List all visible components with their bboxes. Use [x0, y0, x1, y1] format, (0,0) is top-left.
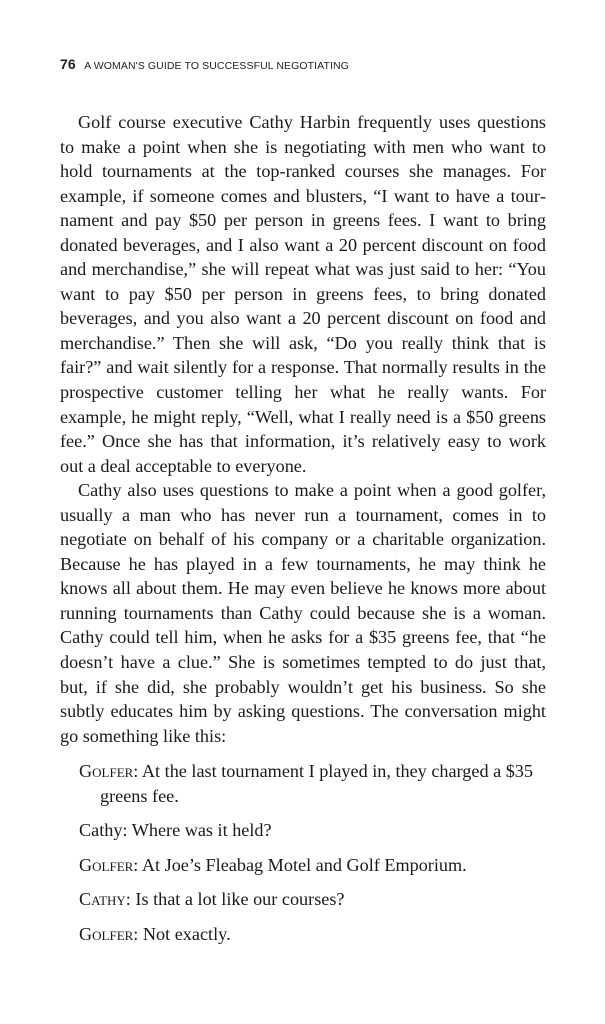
- dialogue-text: At Joe’s Fleabag Motel and Golf Emporium.: [141, 854, 467, 875]
- running-title: A WOMAN'S GUIDE TO SUCCESSFUL NEGOTIATING: [84, 60, 349, 72]
- dialogue-text: At the last tournament I played in, they charged a $35 greens fee.: [100, 761, 533, 806]
- dialogue-text: Where was it held?: [131, 820, 272, 840]
- dialogue-text: Not exactly.: [142, 923, 231, 944]
- speaker-label: Cathy:: [79, 889, 131, 909]
- speaker-label: Golfer:: [79, 854, 139, 875]
- paragraph: Cathy also uses questions to make a point when a good golfer, usually a man who has never run a tournament, comes in to negotiate on behalf of his company or a charitable organization. Because he has played in a few tournaments, he may think he knows all about them. He may even believe he knows more about running tournaments than Cathy could because she is a woman. Cathy could tell him, when he asks for a $35 greens fee, that “he doesn’t have a clue.” She is sometimes tempted to do just that, but, if she did, she probably wouldn’t get his business. So she subtly educates him by asking questions. The conversation might go something like this:: [60, 480, 546, 746]
- dialogue-text: Is that a lot like our courses?: [135, 889, 345, 909]
- dialogue: [79, 759, 549, 956]
- dialogue-line: [79, 759, 549, 808]
- paragraph: Golf course executive Cathy Harbin frequently uses questions to make a point when she is negotiating with men who want to hold tournaments at the top-ranked courses she manages. For example, if someone comes and blusters, “I want to have a tournament and pay $50 per person in greens fees. I want to bring donated beverages, and I also want a 20 percent discount on food and merchandise,” she will repeat what was just said to her: “You want to pay $50 per person in greens fees, to bring donated beverages, and you also want a 20 percent discount on food and merchandise.” Then she will ask, “Do you really think that is fair?” and wait silently for a response. That normally results in the prospective customer telling her what he really wants. For example, he might reply, “Well, what I really need is a $50 greens fee.” Once she has that information, it’s relatively easy to work out a deal acceptable to everyone.: [60, 112, 546, 476]
- dialogue-line: [79, 887, 549, 912]
- dialogue-line: [79, 922, 549, 947]
- speaker-label: Golfer:: [79, 761, 139, 781]
- body-text: [60, 110, 546, 748]
- running-head: [60, 56, 349, 72]
- dialogue-line: [79, 853, 549, 878]
- speaker-label: Cathy:: [79, 820, 128, 840]
- speaker-label: Golfer:: [79, 923, 139, 944]
- page-number: 76: [60, 56, 76, 72]
- dialogue-line: [79, 818, 549, 843]
